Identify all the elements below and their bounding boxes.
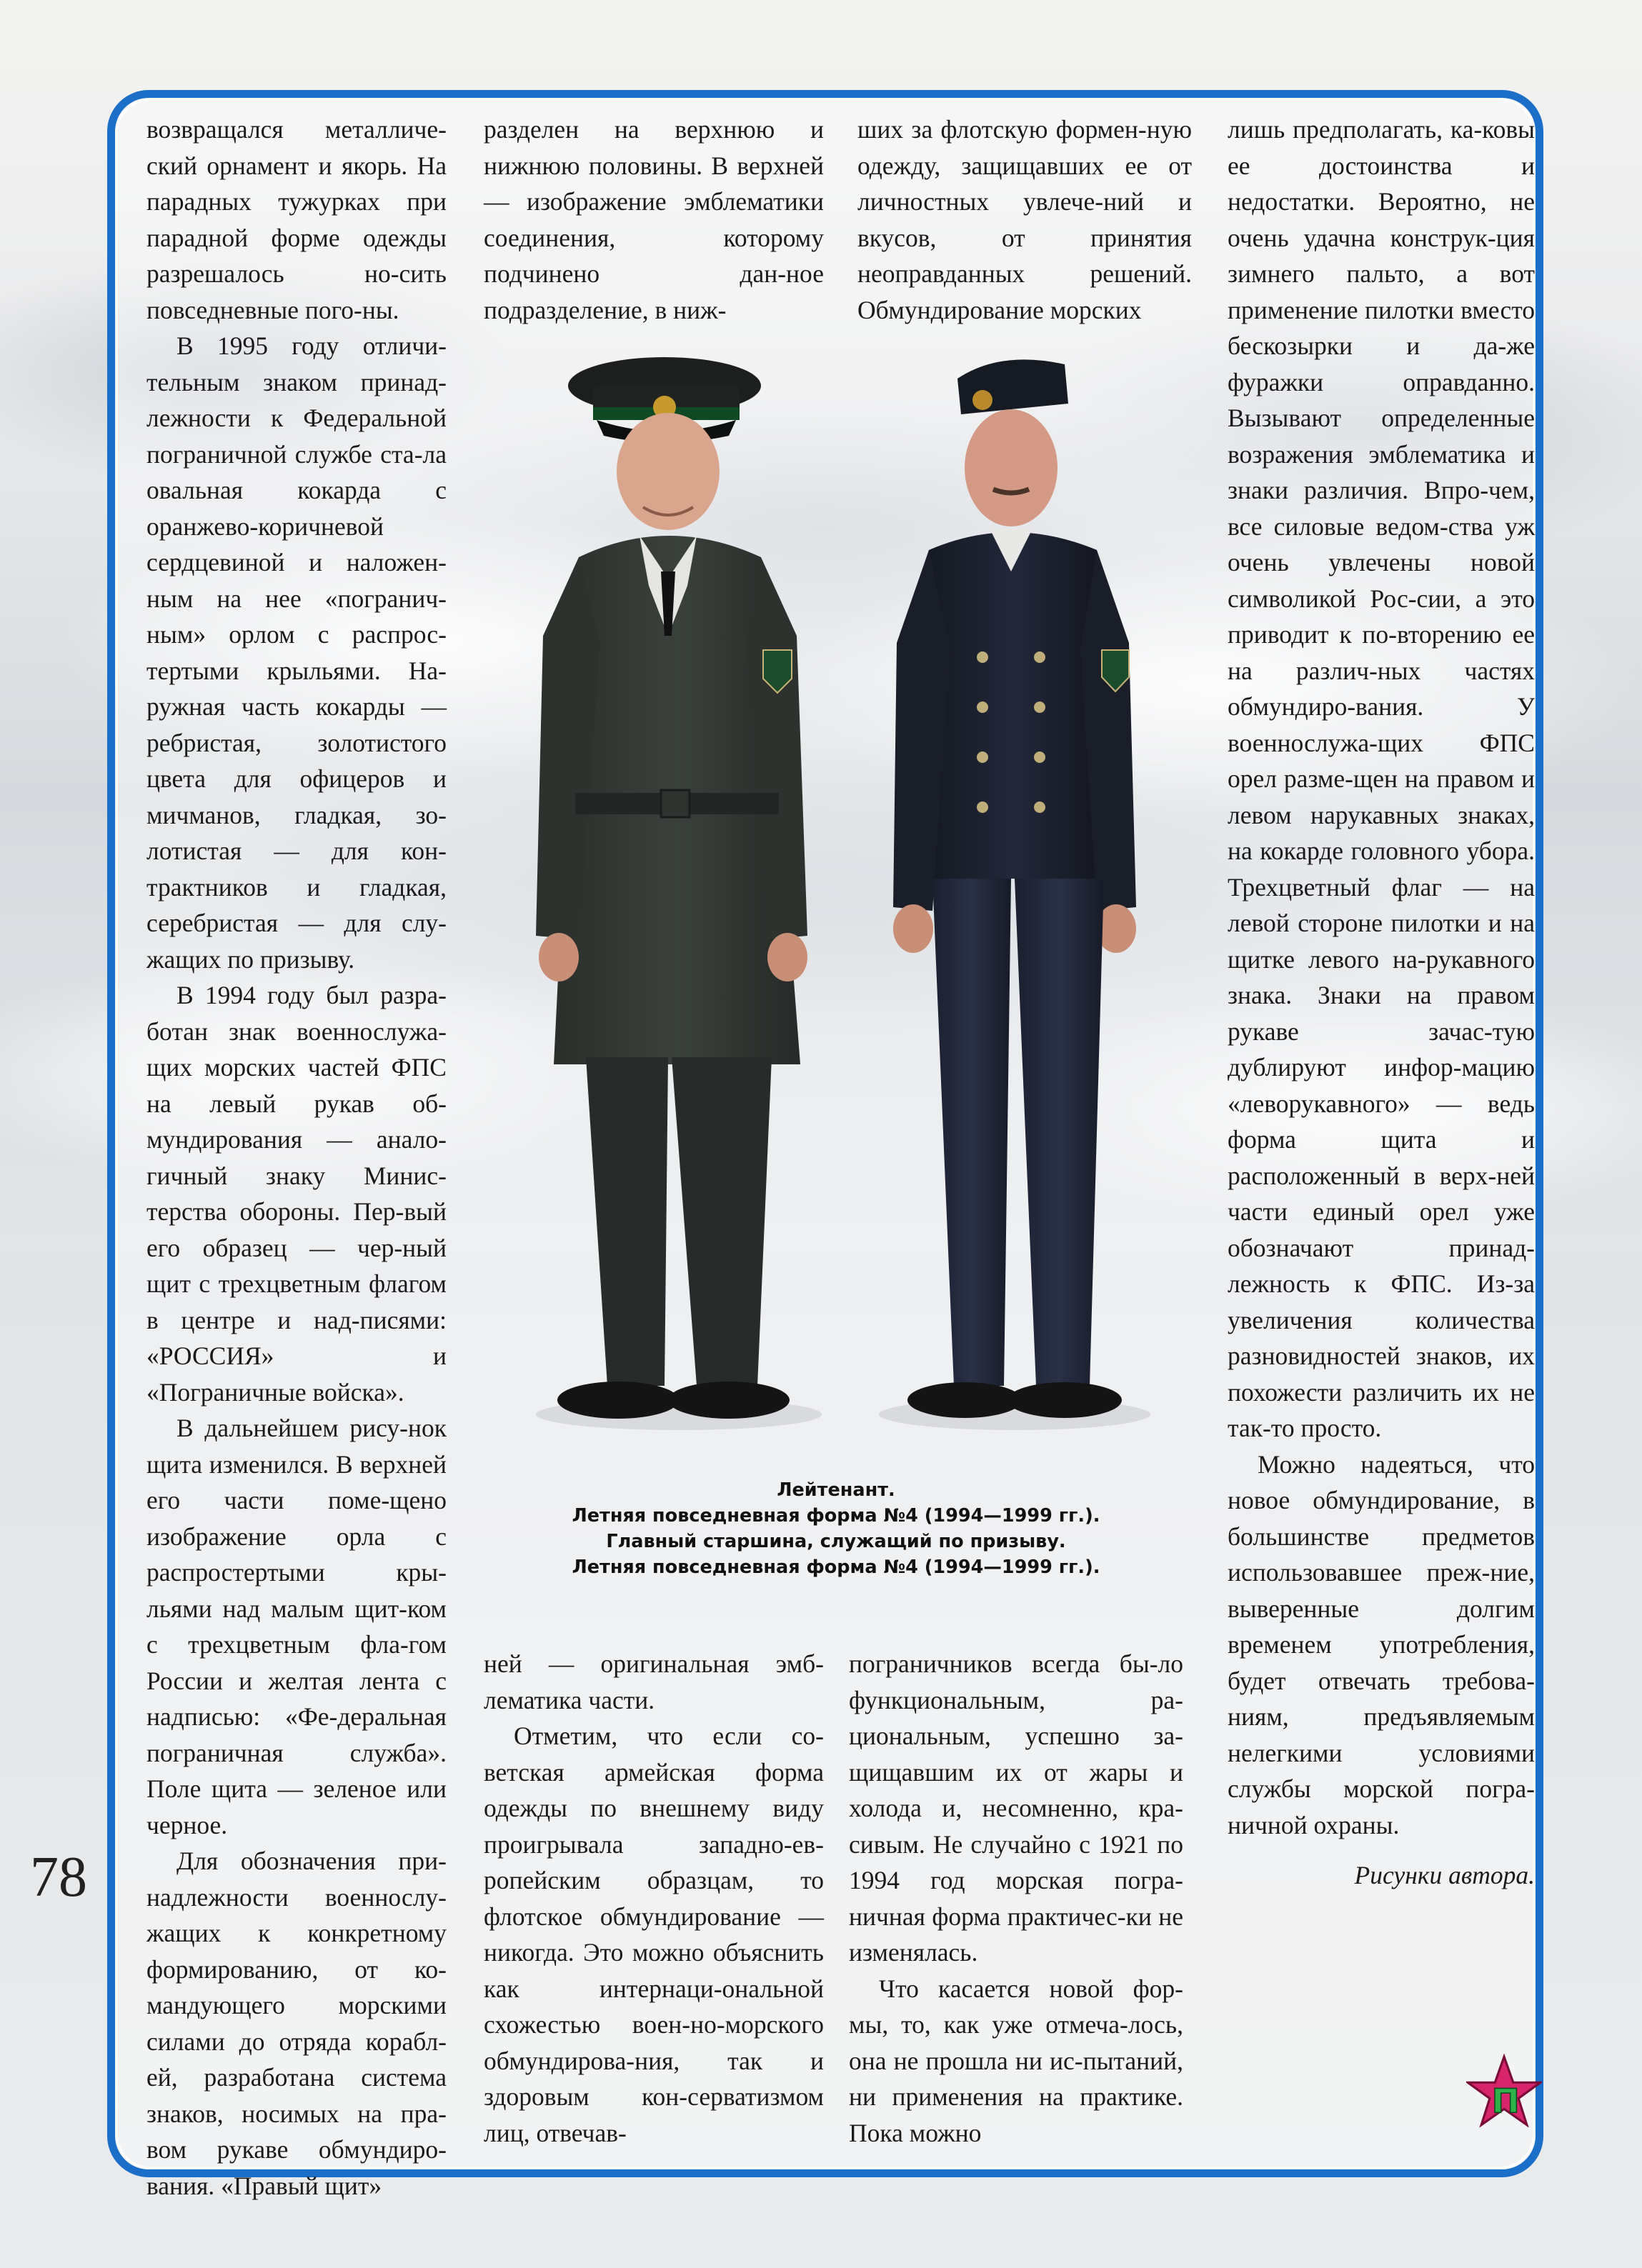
caption-line: Летняя повседневная форма №4 (1994—1999 гг.). <box>572 1557 1100 1578</box>
paragraph: В дальнейшем рису-нок щита изменился. В верхней его части поме-щено изображение орла с распростертыми кры-льями над малым щит-ком с трехцветным фла-гом России и желтая лента с надписью: «Фе-деральная пограничная служба». Поле щита — зеленое или черное. <box>146 1414 447 1839</box>
paragraph: возвращался металличе-ский орнамент и якорь. На парадных тужурках при парадной форме одежды разрешалось но-сить повседневные пого-ны. <box>146 115 447 324</box>
star-logo-icon <box>1466 2054 1542 2129</box>
paragraph: Что касается новой фор-мы, то, как уже отмеча-лось, она не прошла ни ис-пытаний, ни применения на практике. Пока можно <box>849 1974 1183 2147</box>
caption-line: Летняя повседневная форма №4 (1994—1999 гг.). <box>572 1505 1100 1527</box>
text-column-1 <box>146 111 447 2204</box>
paragraph: Для обозначения при-надлежности военнослу-жащих к конкретному формированию, от ко-мандующего морскими силами до отряда корабл-ей, разработана система знаков, носимых на пра-вом рукаве обмундиро-вания. «Правый щит» <box>146 1847 447 2200</box>
page-number: 78 <box>30 1846 87 1909</box>
paragraph: Можно надеяться, что новое обмундирование, в большинстве предметов использовавшее преж-ние, выверенные долгим временем употребления, будет отвечать требова-ниям, предъявляемым нелегкими условиями службы морской погра-ничной охраны. <box>1228 1449 1535 1839</box>
officer-in-coat <box>536 357 822 1430</box>
signature: Рисунки автора. <box>1354 1861 1535 1889</box>
text-column-3-top <box>857 111 1192 328</box>
paragraph: ней — оригинальная эмб-лематика части. <box>484 1649 824 1714</box>
illustration-caption <box>522 1477 1150 1580</box>
paragraph: Отметим, что если со-ветская армейская форма одежды по внешнему виду проигрывала западно-ев-ропейским образцам, то флотское обмундирование — никогда. Это можно объяснить как интернаци-ональной схожестью воен-но-морского обмундирова-ния, так и здоровым кон-серватизмом лиц, отвечав- <box>484 1722 824 2147</box>
caption-line: Главный старшина, служащий по призыву. <box>606 1531 1066 1552</box>
petty-officer-in-peacoat <box>879 359 1150 1430</box>
paragraph: пограничников всегда бы-ло функциональным, ра-циональным, успешно за-щищавшим их от жары и холода и, несомненно, кра-сивым. Не случайно с 1921 по 1994 год морская погра-ничная форма практичес-ки не изменялась. <box>849 1649 1183 1967</box>
paragraph: ших за флотскую формен-ную одежду, защищавших ее от личностных увлече-ний и вкусов, от принятия неоправданных решений. Обмундирование морских <box>857 115 1192 324</box>
paragraph: В 1995 году отличи-тельным знаком принад-лежности к Федеральной пограничной службе ста-ла овальная кокарда с оранжево-коричневой сердцевиной и наложен-ным на нее «погранич-ным» орлом с распрос-тертыми крыльями. На-ружная часть кокарды — ребристая, золотистого цвета для офицеров и мичманов, гладкая, зо-лотистая — для кон-трактников и гладкая, серебристая — для слу-жащих по призыву. <box>146 331 447 974</box>
text-column-2-top <box>484 111 824 328</box>
text-column-3-bottom <box>849 1646 1183 2151</box>
text-column-4 <box>1228 111 1535 1894</box>
caption-line: Лейтенант. <box>777 1479 895 1501</box>
uniform-illustration <box>500 336 1215 1450</box>
paragraph: лишь предполагать, ка-ковы ее достоинства и недостатки. Вероятно, не очень удачна конструк-ция зимнего пальто, а вот применение пилотки вместо бескозырки и да-же фуражки оправданно. Вызывают определенные возражения эмблематика и знаки различия. Впро-чем, все силовые ведом-ства уж очень увлечены новой символикой Рос-сии, а это приводит к по-вторению ее на различ-ных частях обмундиро-вания. У военнослужа-щих ФПС орел разме-щен на правом и левом нарукавных знаках, на кокарде головного убора. Трехцветный флаг — на левой стороне пилотки и на щитке левого на-рукавного знака. Знаки на правом рукаве зачас-тую дублируют инфор-мацию «леворукавного» — ведь форма щита и расположенный в верх-ней части единый орел уже обозначают принад-лежность к ФПС. Из-за увеличения количества разновидностей знаков, их похожести различить их не так-то просто. <box>1228 115 1535 1442</box>
text-column-2-bottom <box>484 1646 824 2151</box>
paragraph: В 1994 году был разра-ботан знак военнослужа-щих морских частей ФПС на левый рукав об-мундирования — анало-гичный знаку Минис-терства обороны. Пер-вый его образец — чер-ный щит с трехцветным флагом в центре и над-писями: «РОССИЯ» и «Пограничные войска». <box>146 981 447 1407</box>
logo-letter: П <box>1491 2082 1520 2121</box>
paragraph: разделен на верхнюю и нижнюю половины. В верхней — изображение эмблематики соединения, которому подчинено дан-ное подразделение, в ниж- <box>484 115 824 324</box>
